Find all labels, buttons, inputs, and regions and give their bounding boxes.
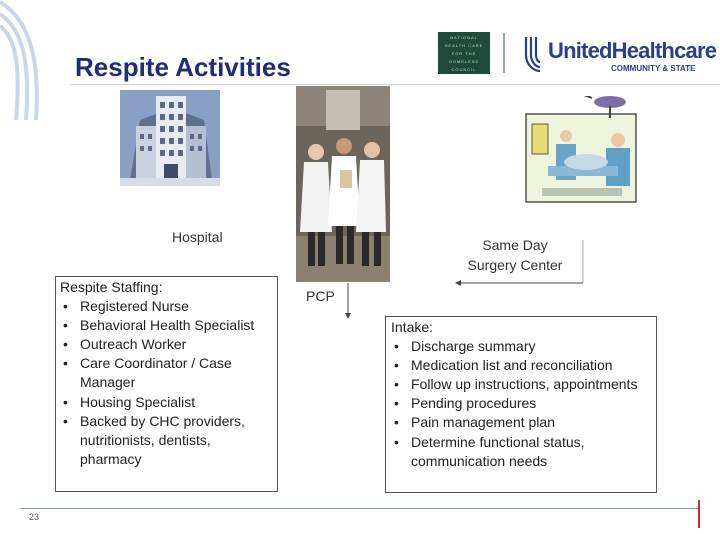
surgery-label-line: Surgery Center [467,257,563,273]
nchc-logo-line: HOMELESS [448,58,480,64]
slide-title: Respite Activities [75,52,291,82]
nchc-logo-line: NATIONAL [450,34,478,40]
intake-box [385,316,657,493]
intake-list [391,337,652,471]
list-item: • Follow up instructions, appointments [391,375,652,394]
list-item: • Discharge summary [391,337,652,356]
intake-heading: Intake: [391,319,434,335]
nchc-logo-line: COUNCIL [451,66,477,72]
list-item: • Outreach Worker [60,335,273,354]
respite-staffing-box [55,276,278,492]
list-item: • Housing Specialist [60,393,273,412]
list-item: • Determine functional status, communication needs [391,433,652,471]
pcp-label: PCP [306,288,335,304]
list-item: • Registered Nurse [60,297,273,316]
nchc-logo-line: FOR THE [451,50,477,56]
footer-divider [20,508,700,509]
list-item: • Medication list and reconciliation [391,356,652,375]
list-item: • Pain management plan [391,413,652,432]
staffing-list [60,297,273,469]
surgery-center-label [450,235,580,275]
nchc-logo-line: HEALTH CARE [444,42,484,48]
uhc-subtitle: COMMUNITY & STATE [611,64,696,73]
list-item: • Backed by CHC providers, nutritionists, dentists, pharmacy [60,412,273,469]
page-number: 23 [29,512,40,522]
surgery-label-line: Same Day [482,237,548,253]
list-item: • Behavioral Health Specialist [60,316,273,335]
accent-mark [698,500,700,528]
list-item: • Care Coordinator / Case Manager [60,354,273,392]
list-item: • Pending procedures [391,394,652,413]
staffing-heading: Respite Staffing: [60,279,163,295]
uhc-wordmark: UnitedHealthcare [548,38,717,63]
hospital-label: Hospital [172,229,223,245]
